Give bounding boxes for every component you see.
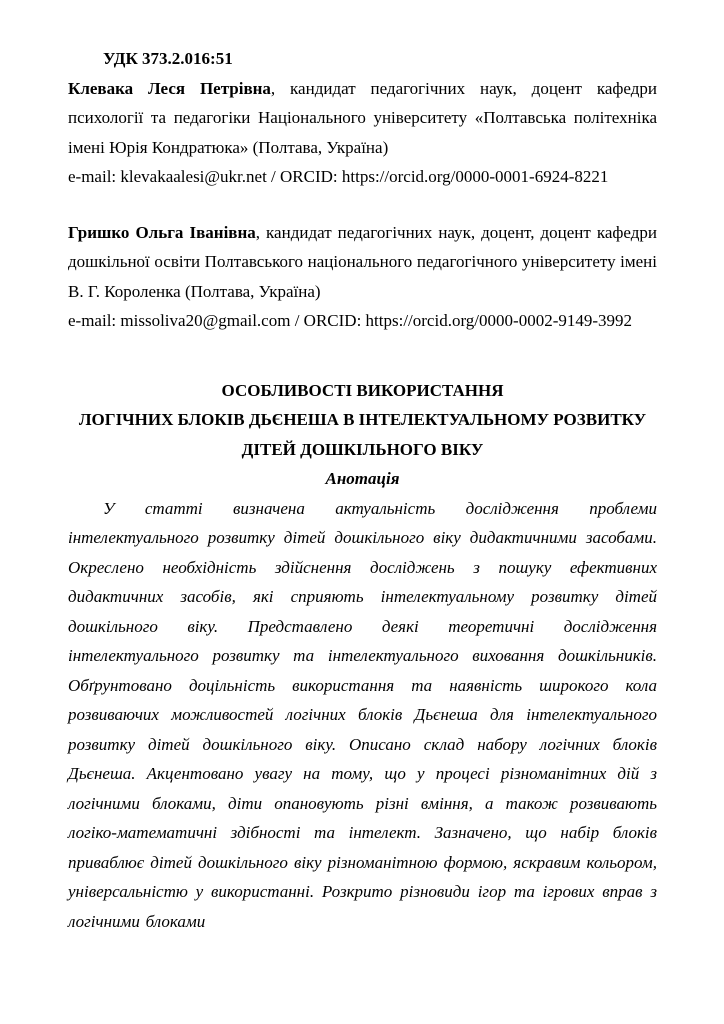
udk-line: УДК 373.2.016:51 (103, 49, 233, 68)
author-byline (68, 74, 657, 163)
author-name: Клевака Леся Петрівна (68, 78, 271, 98)
author-block-1 (68, 74, 657, 192)
abstract-paragraph: У статті визначена актуальність дослідження проблеми інтелектуального розвитку дітей дошкільного віку дидактичними засобами. Окреслено необхідність здійснення досліджень з пошуку ефективних дидактичних засобів, які сприяють інтелектуальному розвитку дітей дошкільного віку. Представлено деякі теоретичні дослідження інтелектуального розвитку та інтелектуального виховання дошкільників. Обґрунтовано доцільність використання та наявність широкого кола розвиваючих можливостей логічних блоків Дьєнеша для інтелектуального розвитку дітей дошкільного віку. Описано склад набору логічних блоків Дьєнеша. Акцентовано увагу на тому, що у процесі різноманітних дій з логічними блоками, діти опановують різні вміння, а також розвивають логіко-математичні здібності та інтелект. Зазначено, що набір блоків приваблює дітей дошкільного віку різноманітною формою, яскравим кольором, універсальністю у використанні. Розкрито різновиди ігор та ігрових вправ з логічними блоками (68, 498, 657, 931)
title-line: ДІТЕЙ ДОШКІЛЬНОГО ВІКУ (241, 439, 484, 459)
author-contact-line: e-mail: klevakaalesi@ukr.net / ORCID: https://orcid.org/0000-0001-6924-8221 (68, 167, 609, 186)
author-block-2 (68, 218, 657, 336)
article-title (68, 376, 657, 465)
author-details: , кандидат педагогічних наук, доцент кафедри психології та педагогіки Національного університету «Полтавська політехніка імені Юрія Кондратюка» (Полтава, Україна) (68, 78, 657, 157)
author-byline (68, 218, 657, 307)
author-details: , кандидат педагогічних наук, доцент, доцент кафедри дошкільної освіти Полтавського національного педагогічного університету імені В. Г. Короленка (Полтава, Україна) (68, 222, 657, 301)
author-contact-line: e-mail: missoliva20@gmail.com / ORCID: https://orcid.org/0000-0002-9149-3992 (68, 311, 633, 330)
title-line: ЛОГІЧНИХ БЛОКІВ ДЬЄНЕША В ІНТЕЛЕКТУАЛЬНОМУ РОЗВИТКУ (78, 410, 647, 429)
title-line: ОСОБЛИВОСТІ ВИКОРИСТАННЯ (221, 380, 504, 400)
author-name: Гришко Ольга Іванівна (68, 222, 256, 242)
abstract-heading: Анотація (325, 469, 400, 488)
